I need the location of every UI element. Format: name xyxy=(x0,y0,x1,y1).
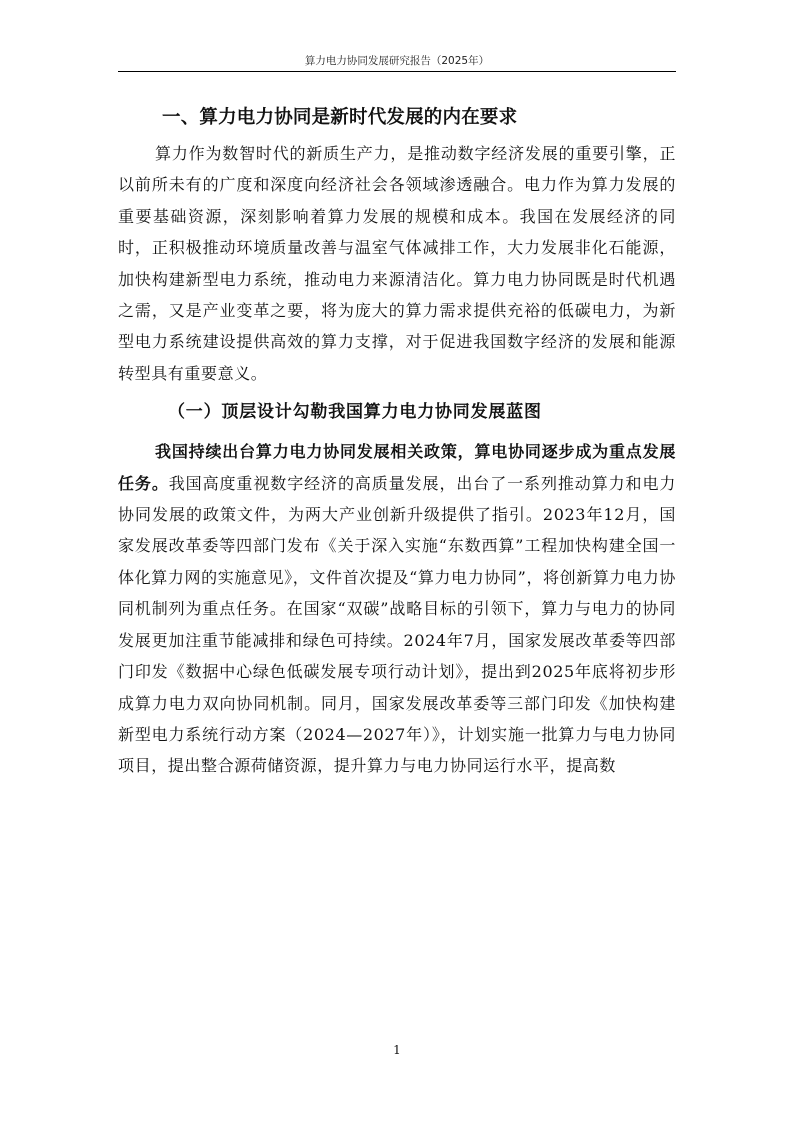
page-number: 1 xyxy=(393,1043,401,1057)
section-paragraph-1: 算力作为数智时代的新质生产力，是推动数字经济发展的重要引擎，正以前所未有的广度和深度向经济社会各领域渗透融合。电力作为算力发展的重要基础资源，深刻影响着算力发展的规模和成本。我国在发展经济的同时，正积极推动环境质量改善与温室气体减排工作，大力发展非化石能源，加快构建新型电力系统，推动电力来源清洁化。算力电力协同既是时代机遇之需，又是产业变革之要，将为庞大的算力需求提供充裕的低碳电力，为新型电力系统建设提供高效的算力支撑，对于促进我国数字经济的发展和能源转型具有重要意义。 xyxy=(118,144,676,383)
subsection-paragraph-text: 我国高度重视数字经济的高质量发展，出台了一系列推动算力和电力协同发展的政策文件，为两大产业创新升级提供了指引。2023年12月，国家发展改革委等四部门发布《关于深入实施“东数西算”工程加快构建全国一体化算力网的实施意见》，文件首次提及“算力电力协同”，将创新算力电力协同机制列为重点任务。在国家“双碳”战略目标的引领下，算力与电力的协同发展更加注重节能减排和绿色可持续。2024年7月，国家发展改革委等四部门印发《数据中心绿色低碳发展专项行动计划》，提出到2025年底将初步形成算力电力双向协同机制。同月，国家发展改革委等三部门印发《加快构建新型电力系统行动方案（2024—2027年）》，计划实施一批算力与电力协同项目，提出整合源荷储资源，提升算力与电力协同运行水平，提高数 xyxy=(118,473,676,776)
subsection-paragraph-1 xyxy=(118,436,676,781)
running-header-title: 算力电力协同发展研究报告（2025年） xyxy=(304,55,490,67)
section-heading: 一、算力电力协同是新时代发展的内在要求 xyxy=(162,107,518,128)
header-divider xyxy=(118,71,676,72)
subsection-heading: （一）顶层设计勾勒我国算力电力协同发展蓝图 xyxy=(168,402,542,423)
page-content xyxy=(118,98,676,782)
subsection-lead-sentence: 我国持续出台算力电力协同发展相关政策，算电协同逐步成为重点发展任务。 xyxy=(118,442,676,493)
